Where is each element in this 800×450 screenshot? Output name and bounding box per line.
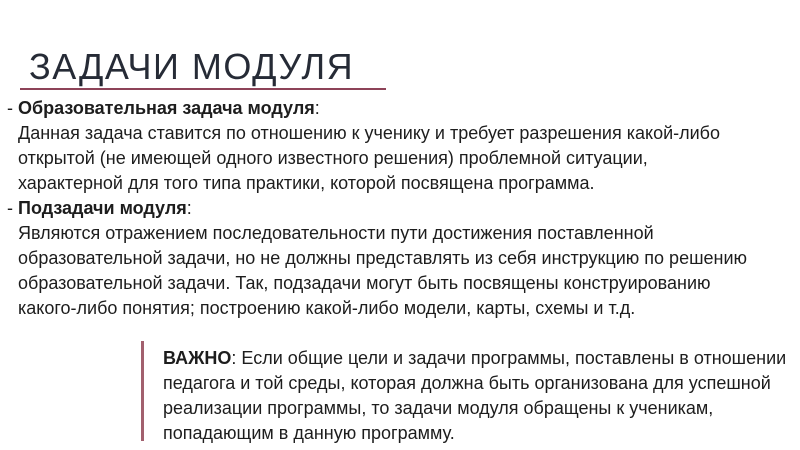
text-line: Данная задача ставится по отношению к ученику и требует разрешения какой-либо (18, 123, 720, 143)
slide-title: ЗАДАЧИ МОДУЛЯ (29, 46, 355, 87)
important-note (163, 346, 786, 446)
title-underline (20, 88, 386, 90)
text-line: образовательной задачи, но не должны представлять из себя инструкцию по решению (18, 248, 748, 268)
bullet-heading-colon: : (186, 198, 192, 218)
bullet-heading-educational-task (7, 96, 747, 121)
text-line: Если общие цели и задачи программы, поставлены в отношении (241, 348, 787, 368)
note-accent-bar (141, 341, 144, 441)
text-line: Являются отражением последовательности пути достижения поставленной (18, 223, 654, 243)
note-label: ВАЖНО (163, 348, 232, 368)
text-line: открытой (не имеющей одного известного решения) проблемной ситуации, (18, 148, 648, 168)
bullet-heading-colon: : (314, 98, 320, 118)
bullet-heading-subtasks (7, 196, 747, 221)
slide-body (7, 96, 748, 321)
text-line: характерной для того типа практики, которой посвящена программа. (18, 173, 595, 193)
bullet-heading-label: Образовательная задача модуля (18, 98, 315, 118)
bullet-dash: - (7, 98, 18, 118)
text-line: образовательной задачи. Так, подзадачи могут быть посвящены конструированию (18, 273, 711, 293)
text-line: педагога и той среды, которая должна быть организована для успешной (163, 373, 771, 393)
bullet-heading-label: Подзадачи модуля (18, 198, 187, 218)
text-line: какого-либо понятия; построению какой-либо модели, карты, схемы и т.д. (18, 298, 636, 318)
text-line: реализации программы, то задачи модуля обращены к ученикам, (163, 398, 714, 418)
note-colon: : (231, 348, 242, 368)
text-line: попадающим в данную программу. (163, 423, 455, 443)
bullet-dash: - (7, 198, 18, 218)
note-first-line (163, 346, 786, 371)
